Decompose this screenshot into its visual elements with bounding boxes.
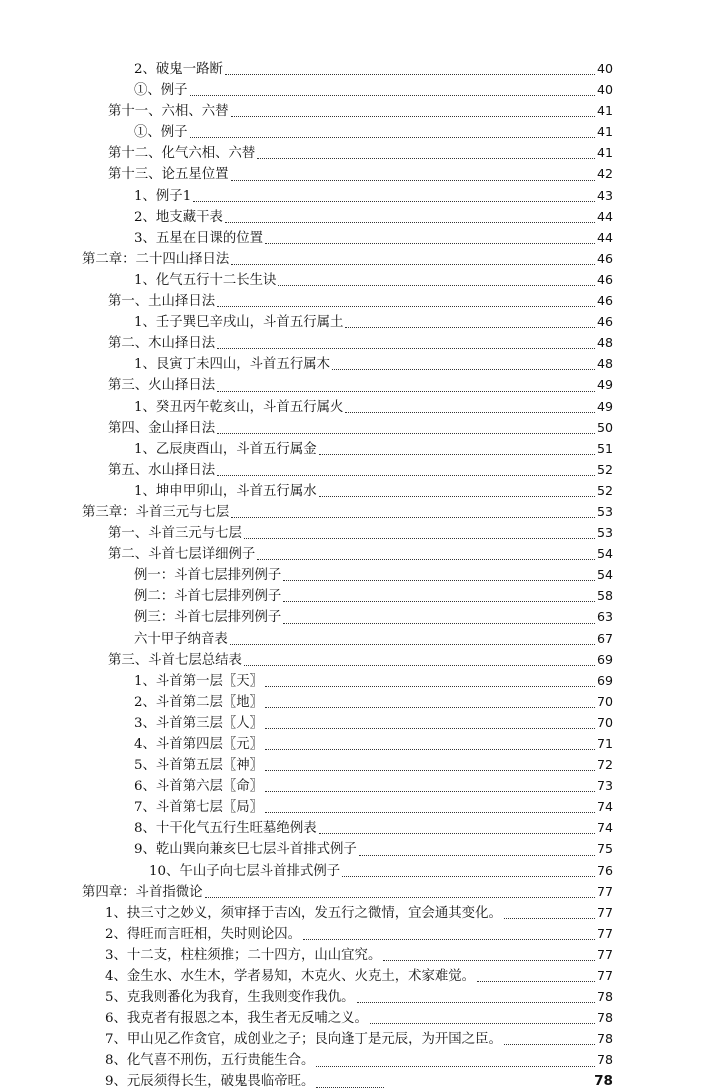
toc-leader-dots [265,769,595,771]
toc-entry-page-number: 78 [596,1052,613,1068]
toc-entry-page-number: 50 [596,419,613,435]
toc-leader-dots [231,115,595,117]
toc-entry-title: 9、乾山巽向兼亥巳七层斗首排式例子 [134,842,357,858]
toc-entry-title: 第十一、六相、六替 [108,104,229,120]
toc-entry-page-number: 46 [596,293,613,309]
toc-entry-title: 例二：斗首七层排列例子 [134,589,282,605]
toc-entry-title: 第三、斗首七层总结表 [108,652,242,668]
toc-entry-page-number: 44 [596,229,613,245]
toc-leader-dots [244,537,595,539]
toc-entry-title: 六十甲子纳音表 [134,631,228,647]
toc-entry-title: 1、乙辰庚酉山，斗首五行属金 [134,441,317,457]
toc-entry-title: 3、十二支，柱柱须推；二十四方，山山宜究。 [105,947,382,963]
toc-entry-page-number: 78 [596,989,613,1005]
toc-leader-dots [316,1065,595,1067]
toc-entry-page-number: 77 [596,925,613,941]
toc-entry-title: 3、五星在日课的位置 [134,230,264,246]
toc-entry[interactable] [0,311,724,332]
toc-entry-page-number: 69 [596,651,613,667]
toc-entry-title: 4、金生水、水生木，学者易知，木克火、火克土，术家难觉。 [105,969,476,985]
toc-entry-title: 第十二、化气六相、六替 [108,146,256,162]
toc-entry-page-number: 78 [596,1031,613,1047]
toc-entry-title: 8、十干化气五行生旺墓绝例表 [134,821,317,837]
toc-entry-page-number: 77 [596,946,613,962]
toc-entry[interactable] [0,480,724,501]
toc-entry-title: 5、克我则番化为我育，生我则变作我仇。 [105,990,355,1006]
toc-entry[interactable] [0,501,724,522]
toc-entry-page-number: 43 [596,187,613,203]
toc-entry[interactable] [0,100,724,121]
toc-entry-page-number: 49 [596,377,613,393]
toc-leader-dots [359,854,595,856]
toc-leader-dots [283,600,595,602]
toc-entry-title: 1、艮寅丁未四山，斗首五行属木 [134,357,330,373]
toc-leader-dots [303,938,595,940]
toc-entry-page-number: 77 [596,883,613,899]
toc-leader-dots [217,474,595,476]
toc-leader-dots [190,136,595,138]
toc-entry[interactable] [0,670,724,691]
toc-leader-dots [383,959,595,961]
toc-entry[interactable] [0,712,724,733]
toc-leader-dots [231,179,595,181]
toc-entry-page-number: 54 [596,567,613,583]
toc-leader-dots [477,980,595,982]
toc-leader-dots [316,1086,384,1088]
toc-entry[interactable] [0,1049,724,1070]
toc-leader-dots [370,1022,595,1024]
toc-entry[interactable] [0,121,724,142]
toc-entry[interactable] [0,860,724,881]
toc-leader-dots [278,284,595,286]
toc-entry-title: 1、抉三寸之妙义，须审择于吉凶，发五行之微情，宜会通其变化。 [105,905,502,921]
toc-entry-page-number: 42 [596,166,613,182]
toc-entry[interactable] [0,965,724,986]
toc-entry[interactable] [0,163,724,184]
toc-entry-page-number: 53 [596,525,613,541]
toc-entry-page-number: 77 [596,968,613,984]
toc-entry[interactable] [0,1007,724,1028]
toc-leader-dots [265,790,595,792]
toc-leader-dots [319,832,595,834]
toc-entry-page-number: 67 [596,630,613,646]
toc-entry[interactable] [0,564,724,585]
toc-leader-dots [265,242,595,244]
toc-entry[interactable] [0,396,724,417]
toc-entry-page-number: 52 [596,461,613,477]
toc-entry-title: 第十三、论五星位置 [108,167,229,183]
toc-entry-page-number: 74 [596,799,613,815]
toc-entry[interactable] [0,142,724,163]
toc-entry[interactable] [0,543,724,564]
toc-leader-dots [265,727,595,729]
toc-entry-page-number: 46 [596,250,613,266]
toc-entry[interactable] [0,944,724,965]
toc-leader-dots [504,917,595,919]
toc-entry-title: 6、我克者有报恩之本，我生者无反哺之义。 [105,1011,368,1027]
toc-entry-page-number: 41 [596,124,613,140]
toc-entry[interactable] [0,269,724,290]
toc-entry-title: 1、例子1 [134,188,192,204]
toc-entry-page-number: 73 [596,778,613,794]
toc-leader-dots [205,896,595,898]
toc-entry-title: 2、得旺而言旺相，失时则论囚。 [105,926,301,942]
toc-entry[interactable] [0,902,724,923]
toc-entry[interactable] [0,353,724,374]
toc-leader-dots [244,664,595,666]
toc-leader-dots [342,875,595,877]
toc-entry[interactable] [0,374,724,395]
toc-leader-dots [217,390,595,392]
toc-entry-page-number: 46 [596,314,613,330]
toc-entry-page-number: 41 [596,103,613,119]
toc-leader-dots [193,200,595,202]
toc-leader-dots [225,73,595,75]
toc-entry[interactable] [0,522,724,543]
toc-entry-title: 1、壬子巽巳辛戌山，斗首五行属土 [134,315,344,331]
toc-entry[interactable] [0,438,724,459]
toc-entry[interactable] [0,585,724,606]
toc-leader-dots [217,347,595,349]
toc-entry-title: 第一、土山择日法 [108,294,216,310]
toc-entry-page-number: 69 [596,672,613,688]
toc-entry-title: 2、破鬼一路断 [134,62,223,77]
toc-entry-page-number: 75 [596,841,613,857]
toc-entry-page-number: 63 [596,609,613,625]
toc-entry-page-number: 71 [596,736,613,751]
toc-entry[interactable] [0,58,724,79]
toc-leader-dots [257,558,595,560]
toc-entry[interactable] [0,754,724,775]
toc-leader-dots [217,432,595,434]
toc-entry-page-number: 78 [594,1072,613,1089]
toc-leader-dots [257,157,595,159]
toc-entry-page-number: 48 [596,356,613,372]
toc-entry[interactable] [0,733,724,754]
toc-leader-dots [283,622,595,624]
toc-entry[interactable] [0,206,724,227]
toc-leader-dots [265,811,595,813]
toc-leader-dots [190,94,595,96]
toc-entry-title: 5、斗首第五层〖神〗 [134,758,264,774]
toc-entry-title: 第四章：斗首指微论 [82,884,203,900]
toc-leader-dots [345,411,595,413]
toc-entry[interactable] [0,185,724,206]
toc-leader-dots [319,453,595,455]
toc-entry[interactable] [0,606,724,627]
toc-entry-page-number: 40 [596,61,613,76]
toc-entry-title: 第一、斗首三元与七层 [108,526,242,542]
toc-entry[interactable] [0,923,724,944]
toc-entry-page-number: 70 [596,693,613,709]
toc-entry-title: 2、斗首第二层〖地〗 [134,694,264,710]
toc-entry-title: 第三章：斗首三元与七层 [82,504,230,520]
toc-leader-dots [231,516,595,518]
toc-entry-title: 6、斗首第六层〖命〗 [134,779,264,795]
toc-entry[interactable] [0,248,724,269]
toc-entry-title: 8、化气喜不刑伤，五行贵能生合。 [105,1053,315,1069]
toc-entry[interactable] [0,691,724,712]
toc-entry-page-number: 51 [596,440,613,456]
toc-entry-page-number: 58 [596,588,613,604]
toc-entry[interactable] [0,417,724,438]
toc-entry-title: 1、癸丑丙午乾亥山，斗首五行属火 [134,399,344,415]
toc-entry-page-number: 44 [596,208,613,224]
toc-entry-title: 7、甲山见乙作贪官，成创业之子；艮向逢丁是元辰，为开国之臣。 [105,1032,502,1048]
toc-entry[interactable] [0,1028,724,1049]
toc-entry-title: 3、斗首第三层〖人〗 [134,715,264,731]
toc-entry-title: 2、地支藏干表 [134,209,223,225]
toc-entry-title: 10、午山子向七层斗首排式例子 [149,863,341,879]
toc-entry-title: 例三：斗首七层排列例子 [134,610,282,626]
toc-entry-page-number: 70 [596,714,613,730]
toc-leader-dots [265,748,595,750]
toc-entry-page-number: 74 [596,820,613,836]
toc-entry[interactable] [0,796,724,817]
toc-entry-title: 4、斗首第四层〖元〗 [134,737,264,752]
toc-entry-title: 7、斗首第七层〖局〗 [134,800,264,816]
toc-leader-dots [265,706,595,708]
toc-entry-title: 第二、斗首七层详细例子 [108,547,256,563]
toc-entry[interactable] [0,332,724,353]
toc-entry-title: 第五、水山择日法 [108,462,216,478]
toc-entry-title: 1、坤申甲卯山，斗首五行属水 [134,483,317,499]
toc-entry-page-number: 49 [596,398,613,414]
toc-leader-dots [283,579,595,581]
toc-entry-title: 例一：斗首七层排列例子 [134,568,282,584]
toc-entry-title: 第二、木山择日法 [108,336,216,352]
toc-entry[interactable] [0,817,724,838]
toc-entry[interactable] [0,79,724,100]
toc-entry-page-number: 72 [596,757,613,773]
toc-entry[interactable] [0,881,724,902]
toc-entry-title: ①、例子 [134,125,188,141]
toc-entry[interactable] [0,775,724,796]
toc-entry-title: 9、元辰须得长生，破鬼畏临帝旺。 [105,1073,315,1089]
toc-leader-dots [265,685,595,687]
toc-entry[interactable] [0,838,724,859]
toc-entry-page-number: 48 [596,335,613,351]
toc-entry-page-number: 53 [596,503,613,519]
toc-entry-title: 第三、火山择日法 [108,378,216,394]
toc-leader-dots [332,368,595,370]
toc-entry-page-number: 41 [596,145,613,161]
table-of-contents [0,58,724,1092]
toc-entry-page-number: 52 [596,482,613,498]
toc-entry-page-number: 40 [596,82,613,98]
toc-entry-title: 1、化气五行十二长生诀 [134,272,277,288]
toc-leader-dots [345,326,595,328]
toc-entry[interactable] [0,227,724,248]
toc-leader-dots [504,1043,595,1045]
toc-entry-page-number: 54 [596,546,613,562]
toc-entry-title: 第二章：二十四山择日法 [82,251,230,267]
toc-leader-dots [230,643,595,645]
toc-leader-dots [231,263,595,265]
toc-leader-dots [319,495,595,497]
toc-entry-page-number: 78 [596,1010,613,1026]
toc-leader-dots [357,1001,595,1003]
toc-entry-title: 1、斗首第一层〖天〗 [134,673,264,689]
toc-entry-page-number: 46 [596,271,613,287]
toc-entry-title: ①、例子 [134,83,188,99]
toc-leader-dots [217,305,595,307]
toc-entry[interactable] [0,1071,724,1092]
toc-entry[interactable] [0,459,724,480]
toc-entry-title: 第四、金山择日法 [108,420,216,436]
toc-entry[interactable] [0,628,724,649]
toc-entry-page-number: 76 [596,862,613,878]
toc-entry-page-number: 77 [596,904,613,920]
toc-leader-dots [225,221,595,223]
toc-entry[interactable] [0,290,724,311]
toc-entry[interactable] [0,649,724,670]
toc-entry[interactable] [0,986,724,1007]
